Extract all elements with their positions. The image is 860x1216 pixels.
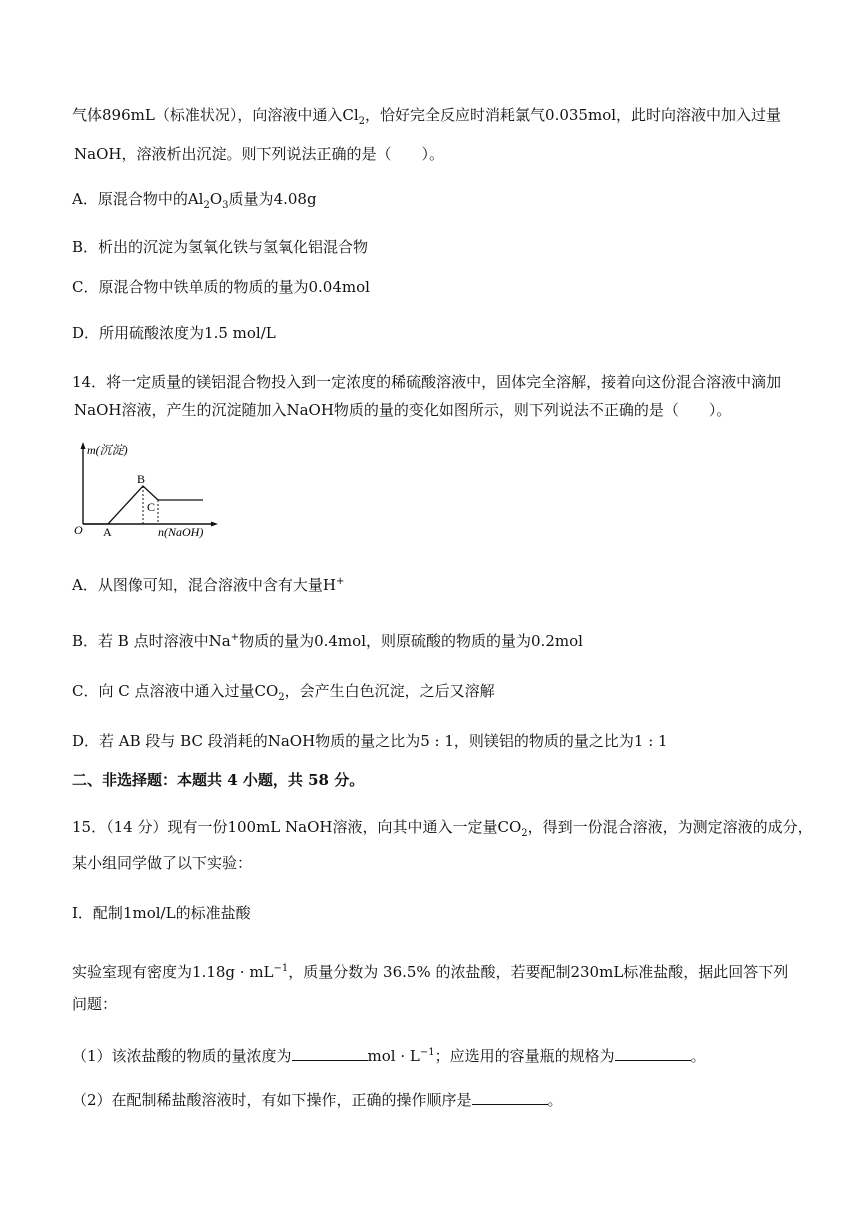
text: ，溶液析出沉淀。则下列说法正确的是（ ）。 — [121, 145, 444, 163]
q13-stem-line1 — [72, 105, 820, 132]
text: （2）在配制稀盐酸溶液时，有如下操作，正确的操作顺序是 — [72, 1091, 472, 1109]
q13-option-d — [72, 323, 820, 343]
text: 0.2mol — [531, 632, 583, 650]
text: 溶液，产生的沉淀随加入 — [121, 401, 287, 419]
q15-subquestion-2 — [72, 1090, 820, 1110]
text: ；应选用的容量瓶的规格为 — [434, 1047, 615, 1065]
text: ，恰好完全反应时消耗氯气 — [365, 106, 546, 124]
text: A．从图像可知，混合溶液中含有大量 — [72, 576, 323, 594]
formula: Cl — [342, 106, 359, 124]
formula: NaOH — [74, 401, 122, 419]
text: D．若 AB 段与 BC 段消耗的 — [72, 732, 268, 750]
q13-option-a — [72, 189, 820, 216]
q15-lab-line2: 问题： — [72, 995, 118, 1013]
q14-stem-line1: 14．将一定质量的镁铝混合物投入到一定浓度的稀硫酸溶液中，固体完全溶解，接着向这份混合溶液中滴加 — [72, 373, 782, 391]
formula: CO — [254, 682, 279, 700]
text: ，此时向溶液中加入过量 — [616, 106, 782, 124]
subscript: 2 — [203, 200, 210, 211]
superscript: −1 — [273, 963, 289, 974]
text: 溶液，向其中通入一定量 — [332, 818, 498, 836]
text: （1）该浓盐酸的物质的量浓度为 — [72, 1047, 292, 1065]
q15-part1-heading — [72, 903, 820, 923]
point-b-label: B — [137, 472, 146, 486]
q14-option-a — [72, 572, 820, 595]
q14-option-b — [72, 628, 820, 651]
q13-option-c — [72, 277, 820, 297]
text: 100mL NaOH — [227, 818, 333, 836]
text: 1.18g · mL — [192, 963, 274, 981]
origin-label: O — [74, 523, 83, 537]
text: A．原混合物中的 — [72, 190, 188, 208]
text: 5 : 1 — [420, 732, 454, 750]
q15-stem-line2: 某小组同学做了以下实验： — [72, 854, 253, 872]
text: 0.035mol — [545, 106, 617, 124]
text: ，得到一份混合溶液，为测定溶液的成分， — [527, 818, 813, 836]
q14-option-c — [72, 681, 820, 708]
superscript: + — [230, 632, 240, 643]
y-axis-label: m(沉淀) — [87, 443, 128, 457]
text: 质量为 — [228, 190, 274, 208]
section-heading: 二、非选择题：本题共 4 小题，共 58 分。 — [72, 771, 365, 789]
text: 。 — [547, 1091, 563, 1109]
text: ，质量分数为 36.5% 的浓盐酸，若要配制 — [288, 963, 571, 981]
text: 1.5 mol/L — [204, 324, 276, 342]
text: 230mL — [570, 963, 624, 981]
q14-stem-line2 — [74, 400, 820, 420]
text: 气体 — [72, 106, 103, 124]
text: 。 — [690, 1047, 706, 1065]
text: C．原混合物中铁单质的物质的量为 — [72, 278, 309, 296]
text: D．所用硫酸浓度为 — [72, 324, 205, 342]
subscript: 2 — [358, 116, 366, 127]
formula: NaOH — [74, 145, 122, 163]
q13-option-b: B．析出的沉淀为氢氧化铁与氢氧化铝混合物 — [72, 238, 369, 256]
text: 标准盐酸，据此回答下列 — [623, 963, 789, 981]
text: C．向 C 点溶液中通入过量 — [72, 682, 255, 700]
precipitate-graph — [72, 438, 222, 542]
q15-stem-line1 — [72, 817, 820, 844]
formula: CO — [497, 818, 522, 836]
text: 896mL — [102, 106, 155, 124]
y-axis-arrow-icon — [81, 442, 86, 449]
text: （标准状况），向溶液中通入 — [154, 106, 343, 124]
text: 的标准盐酸 — [175, 904, 251, 922]
text: 4.08g — [273, 190, 317, 208]
answer-blank-2[interactable] — [615, 1046, 691, 1061]
q15-subquestion-1 — [72, 1043, 820, 1066]
formula: NaOH — [286, 401, 334, 419]
text: 1mol/L — [122, 904, 176, 922]
subscript: 2 — [278, 692, 285, 703]
formula: Al — [187, 190, 204, 208]
text: 实验室现有密度为 — [72, 963, 193, 981]
text: 0.04mol — [308, 278, 370, 296]
text: 物质的量的变化如图所示，则下列说法不正确的是（ ）。 — [333, 401, 732, 419]
subscript: 3 — [222, 200, 229, 211]
formula: O — [209, 190, 223, 208]
q13-stem-line2 — [74, 144, 820, 164]
text: 物质的量为 — [239, 632, 315, 650]
text: 0.4mol — [314, 632, 366, 650]
formula: Na — [208, 632, 231, 650]
text: 15．（14 分）现有一份 — [72, 818, 228, 836]
superscript: −1 — [419, 1047, 435, 1058]
text: 物质的量之比为 — [315, 732, 421, 750]
superscript: + — [335, 576, 345, 587]
answer-blank-1[interactable] — [292, 1046, 368, 1061]
point-c-label: C — [147, 500, 156, 514]
answer-blank-3[interactable] — [472, 1090, 548, 1105]
text: ，则镁铝的物质的量之比为 — [453, 732, 634, 750]
q15-lab-line1 — [72, 959, 820, 982]
subscript: 2 — [521, 828, 528, 839]
q14-option-d — [72, 731, 820, 751]
formula: H — [322, 576, 336, 594]
text: mol · L — [367, 1047, 420, 1065]
text: B．若 B 点时溶液中 — [72, 632, 209, 650]
text: Ⅰ．配制 — [72, 904, 123, 922]
text: ，则原硫酸的物质的量为 — [366, 632, 532, 650]
x-axis-arrow-icon — [211, 522, 218, 527]
text: ，会产生白色沉淀，之后又溶解 — [284, 682, 495, 700]
graph-svg — [72, 438, 222, 542]
point-a-label: A — [103, 525, 112, 539]
text: 1 : 1 — [633, 732, 668, 750]
x-axis-label: n(NaOH) — [158, 525, 204, 539]
formula: NaOH — [267, 732, 316, 750]
